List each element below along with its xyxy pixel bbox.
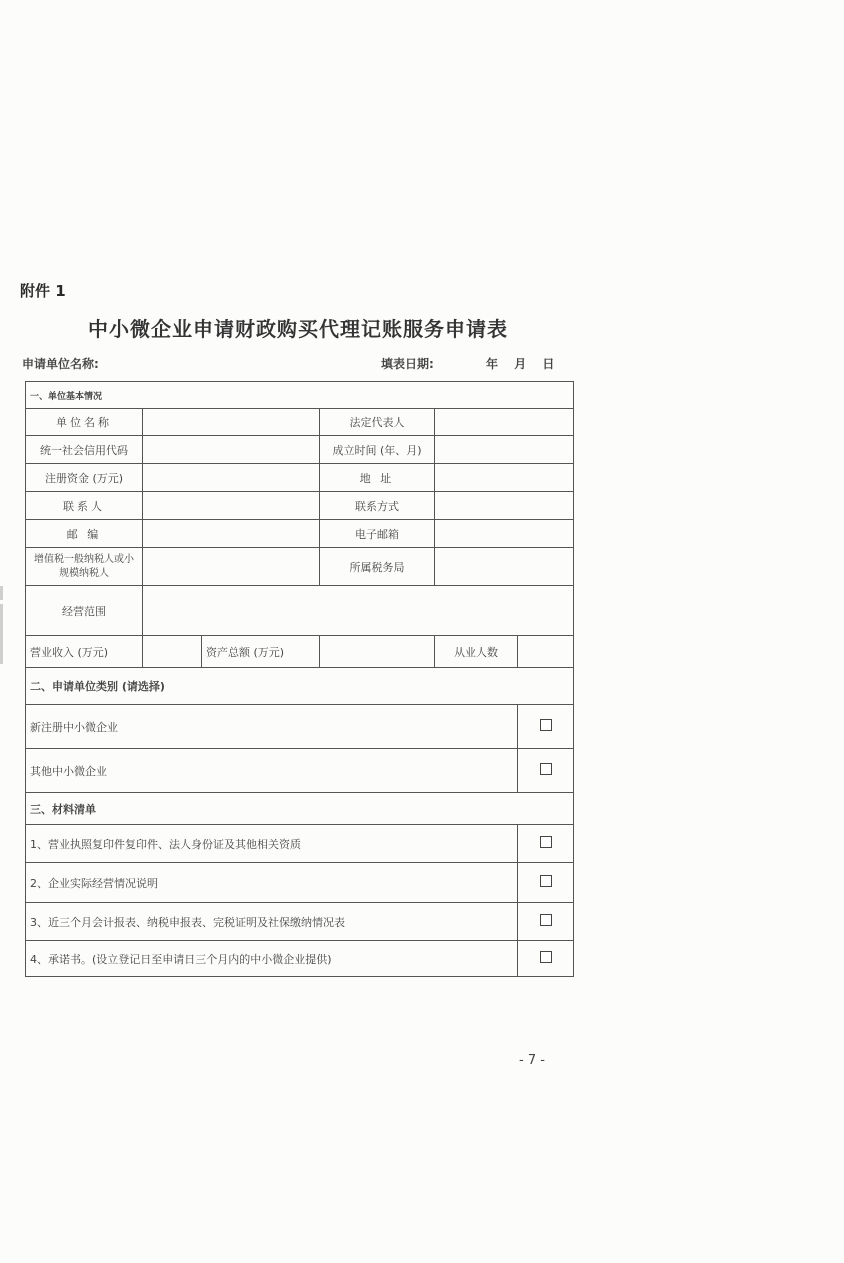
fill-date-label: 填表日期:: [381, 357, 434, 371]
applicant-name-label: 申请单位名称:: [22, 357, 99, 371]
category-new-checkbox[interactable]: [540, 719, 552, 731]
contact-person-field[interactable]: [143, 492, 320, 520]
material-item: 4、承诺书。(设立登记日至申请日三个月内的中小微企业提供): [26, 941, 518, 977]
postcode-label: 邮 编: [26, 520, 143, 548]
registered-capital-field[interactable]: [143, 464, 320, 492]
material-2-checkbox[interactable]: [540, 875, 552, 887]
material-item: 3、近三个月会计报表、纳税申报表、完税证明及社保缴纳情况表: [26, 903, 518, 941]
date-day: 日: [542, 357, 555, 371]
address-field[interactable]: [435, 464, 574, 492]
category-option-new: 新注册中小微企业: [26, 705, 518, 749]
material-3-checkbox[interactable]: [540, 914, 552, 926]
contact-method-label: 联系方式: [320, 492, 435, 520]
section-basic-info-heading: 一、单位基本情况: [26, 382, 574, 409]
category-other-checkbox[interactable]: [540, 763, 552, 775]
legal-rep-field[interactable]: [435, 409, 574, 436]
attachment-label: 附件 1: [20, 282, 66, 300]
scan-edge-mark: [0, 586, 3, 600]
section-materials-heading: 三、材料清单: [26, 793, 574, 825]
category-option-other: 其他中小微企业: [26, 749, 518, 793]
vat-type-label: 增值税一般纳税人或小规模纳税人: [26, 548, 143, 586]
material-3-cell[interactable]: [518, 903, 574, 941]
page-title: 中小微企业申请财政购买代理记账服务申请表: [88, 317, 508, 341]
revenue-field[interactable]: [143, 636, 202, 668]
employees-label: 从业人数: [435, 636, 518, 668]
revenue-label: 营业收入 (万元): [26, 636, 143, 668]
total-assets-field[interactable]: [320, 636, 435, 668]
employees-field[interactable]: [518, 636, 574, 668]
contact-person-label: 联系人: [26, 492, 143, 520]
postcode-field[interactable]: [143, 520, 320, 548]
material-item: 1、营业执照复印件复印件、法人身份证及其他相关资质: [26, 825, 518, 863]
business-scope-field[interactable]: [143, 586, 574, 636]
page-number: - 7 -: [519, 1053, 545, 1068]
vat-type-field[interactable]: [143, 548, 320, 586]
tax-bureau-label: 所属税务局: [320, 548, 435, 586]
material-4-cell[interactable]: [518, 941, 574, 977]
date-year: 年: [486, 357, 499, 371]
email-label: 电子邮箱: [320, 520, 435, 548]
unit-name-label: 单位名称: [26, 409, 143, 436]
material-4-checkbox[interactable]: [540, 951, 552, 963]
unit-name-field[interactable]: [143, 409, 320, 436]
total-assets-label: 资产总额 (万元): [202, 636, 320, 668]
section-category-heading: 二、申请单位类别 (请选择): [26, 668, 574, 705]
email-field[interactable]: [435, 520, 574, 548]
material-1-cell[interactable]: [518, 825, 574, 863]
material-2-cell[interactable]: [518, 863, 574, 903]
credit-code-field[interactable]: [143, 436, 320, 464]
registered-capital-label: 注册资金 (万元): [26, 464, 143, 492]
material-item: 2、企业实际经营情况说明: [26, 863, 518, 903]
material-1-checkbox[interactable]: [540, 836, 552, 848]
date-month: 月: [514, 357, 527, 371]
legal-rep-label: 法定代表人: [320, 409, 435, 436]
established-field[interactable]: [435, 436, 574, 464]
tax-bureau-field[interactable]: [435, 548, 574, 586]
address-label: 地 址: [320, 464, 435, 492]
category-other-cell[interactable]: [518, 749, 574, 793]
credit-code-label: 统一社会信用代码: [26, 436, 143, 464]
category-new-cell[interactable]: [518, 705, 574, 749]
business-scope-label: 经营范围: [26, 586, 143, 636]
date-parts: [486, 355, 554, 372]
contact-method-field[interactable]: [435, 492, 574, 520]
scan-edge-mark: [0, 604, 3, 664]
application-form-table: [25, 381, 574, 977]
established-label: 成立时间 (年、月): [320, 436, 435, 464]
